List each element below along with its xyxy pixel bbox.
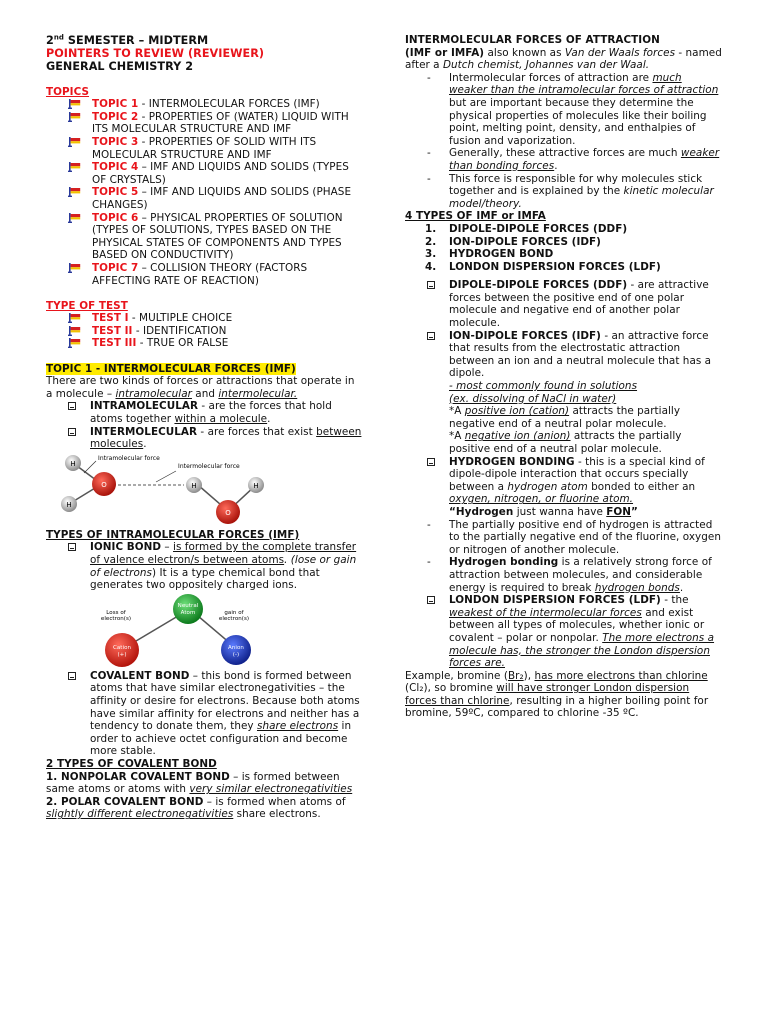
flag-bullet-icon xyxy=(68,112,81,122)
topic-text-cont: MOLECULAR STRUCTURE AND IMF xyxy=(92,148,272,161)
hydrogen-point-2: - Hydrogen bonding is a relatively strong force of attraction between molecules, and considerable energy is required to break hydrogen bonds. xyxy=(427,556,712,594)
checkbox-icon xyxy=(427,332,435,340)
imf-type-number: 1. xyxy=(425,222,437,235)
cation-sign: (+) xyxy=(117,651,127,658)
checkbox-icon xyxy=(68,428,76,436)
flag-bullet-icon xyxy=(68,338,81,348)
topic-label: TOPIC 7 xyxy=(92,261,139,274)
topic-label: TOPIC 5 xyxy=(92,186,139,199)
topic1-heading: TOPIC 1 - INTERMOLECULAR FORCES (IMF) xyxy=(46,362,296,375)
intramolecular-item: INTRAMOLECULAR - are the forces that hold atoms together within a molecule. xyxy=(46,400,364,425)
checkbox-icon xyxy=(68,672,76,680)
idf-definition: ION-DIPOLE FORCES (IDF) - an attractive force that results from the electrostatic attraction between an ion and a neutral molecule that has a dipole. xyxy=(405,330,723,380)
left-column xyxy=(46,34,364,821)
gain-label: electron(s) xyxy=(218,615,250,622)
four-types-heading: 4 TYPES OF IMF or IMFA xyxy=(405,210,546,223)
atom-label: O xyxy=(225,508,231,517)
neutral-atom-label: Neutral xyxy=(177,602,199,609)
test-heading: TYPE OF TEST xyxy=(46,299,128,312)
nonpolar-covalent-item: 1. NONPOLAR COVALENT BOND – is formed between same atoms or atoms with very similar electronegativities xyxy=(46,770,353,796)
topic-label: TOPIC 2 xyxy=(92,110,139,123)
topics-list xyxy=(46,98,364,287)
imf-type-number: 3. xyxy=(425,248,437,261)
topic-text: - INTERMOLECULAR FORCES (IMF) xyxy=(138,98,320,111)
topic-item xyxy=(46,98,364,111)
topic-item xyxy=(46,212,364,262)
gain-label: gain of xyxy=(224,609,244,616)
water-molecules-diagram xyxy=(46,451,276,527)
neutral-atom-label: Atom xyxy=(180,609,196,616)
topic-text: – IMF AND LIQUIDS AND SOLIDS xyxy=(138,161,309,174)
atom-label: H xyxy=(70,459,76,468)
topic-item xyxy=(46,186,364,211)
anion-sign: (-) xyxy=(232,651,240,658)
idf-common: - most commonly found in solutions xyxy=(449,380,638,393)
pointers-title: POINTERS TO REVIEW (REVIEWER) xyxy=(46,47,265,60)
imf-type-item xyxy=(405,236,723,249)
flag-bullet-icon xyxy=(68,187,81,197)
atom-label: H xyxy=(191,481,197,490)
topic-label: TOPIC 3 xyxy=(92,135,139,148)
covalent-bond-item: COVALENT BOND – this bond is formed between atoms that have similar electronegativities – the affinity or desire for electrons. Because both atoms have similar affinity for electrons and neither has a tendency to donate them, they share electrons in order to achieve octet configuration and become more stable. xyxy=(46,670,364,758)
covalent-types-heading: 2 TYPES OF COVALENT BOND xyxy=(46,757,217,770)
imf-type-label: DIPOLE-DIPOLE FORCES (DDF) xyxy=(449,222,628,235)
checkbox-icon xyxy=(427,458,435,466)
topic-item xyxy=(46,262,364,287)
flag-bullet-icon xyxy=(68,313,81,323)
idf-negative-ion: *A negative ion (anion) attracts the partially positive end of a neutral polar molecule. xyxy=(449,430,682,455)
topic-text: – COLLISION THEORY (FACTORS xyxy=(138,261,308,274)
imf-point-3: - This force is responsible for why molecules stick together and is explained by the kinetic molecular model/theory. xyxy=(427,172,714,210)
test-label: TEST I xyxy=(92,312,129,325)
polar-covalent-item: 2. POLAR COVALENT BOND – is formed when atoms of slightly different electronegativities share electrons. xyxy=(46,795,346,821)
topic-text: - PROPERTIES OF (WATER) LIQUID xyxy=(138,110,318,123)
imf-type-item xyxy=(405,223,723,236)
topic1-intro: There are two kinds of forces or attractions that operate in a molecule – intramolecular and intermolecular. xyxy=(46,375,355,400)
ion-formation-figure xyxy=(46,592,364,670)
test-item xyxy=(46,325,364,338)
flag-bullet-icon xyxy=(68,213,81,223)
semester-title: 2nd SEMESTER – MIDTERM xyxy=(46,33,209,47)
topic-label: TOPIC 4 xyxy=(92,161,139,174)
imf-type-number: 2. xyxy=(425,235,437,248)
imf-type-item xyxy=(405,261,723,274)
topic-text-cont: (PHASE CHANGES) xyxy=(92,186,352,211)
imf-type-number: 4. xyxy=(425,260,437,273)
loss-label: Loss of xyxy=(106,609,126,616)
test-text: - MULTIPLE CHOICE xyxy=(128,312,233,325)
flag-bullet-icon xyxy=(68,326,81,336)
hydrogen-fon-quote: “Hydrogen just wanna have FON” xyxy=(449,505,638,518)
test-item xyxy=(46,337,364,350)
topic-label: TOPIC 6 xyxy=(92,211,139,224)
right-column xyxy=(405,34,723,720)
hydrogen-bonding-definition: HYDROGEN BONDING - this is a special kind of dipole-dipole interaction that occurs specially between a hydrogen atom bonded to either an oxygen, nitrogen, or fluorine atom. xyxy=(405,456,723,506)
flag-bullet-icon xyxy=(68,162,81,172)
test-text: - TRUE OR FALSE xyxy=(136,337,229,350)
topic-item xyxy=(46,111,364,136)
anion-label: Anion xyxy=(228,644,244,651)
imf-point-1: - Intermolecular forces of attraction are much weaker than the intramolecular forces of attraction but are important because they determine the physical properties of molecules like their boiling point, melting point, density, and enthalpies of fusion and vaporization. xyxy=(427,71,719,147)
flag-bullet-icon xyxy=(68,263,81,273)
ionic-bond-item: IONIC BOND – is formed by the complete transfer of valence electron/s between atoms. (lose or gain of electrons) It is a type chemical bond that generates two oppositely charged ions. xyxy=(46,541,364,591)
intra-types-heading: TYPES OF INTRAMOLECULAR FORCES (IMF) xyxy=(46,528,300,541)
topic-text-cont: (TYPES OF CRYSTALS) xyxy=(92,161,349,186)
subject-title: GENERAL CHEMISTRY 2 xyxy=(46,60,194,73)
flag-bullet-icon xyxy=(68,137,81,147)
topic-item xyxy=(46,136,364,161)
loss-label: electron(s) xyxy=(100,615,132,622)
flag-bullet-icon xyxy=(68,99,81,109)
ion-formation-diagram xyxy=(46,592,306,670)
test-label: TEST II xyxy=(92,324,133,337)
test-text: - IDENTIFICATION xyxy=(132,324,227,337)
test-label: TEST III xyxy=(92,337,137,350)
imf-aka: (IMF or IMFA) also known as Van der Waals forces - named after a Dutch chemist, Johannes van der Waal. xyxy=(405,46,722,72)
checkbox-icon xyxy=(68,543,76,551)
imf-type-label: LONDON DISPERSION FORCES (LDF) xyxy=(449,260,661,273)
imf-type-label: ION-DIPOLE FORCES (IDF) xyxy=(449,235,601,248)
ldf-example: Example, bromine (Br₂), has more electrons than chlorine (Cl₂), so bromine will have stronger London dispersion forces than chlorine, resulting in a higher boiling point for bromine, 59ºC, compared to chlorine -35 ºC. xyxy=(405,669,709,720)
test-item xyxy=(46,312,364,325)
topic-item xyxy=(46,161,364,186)
checkbox-icon xyxy=(427,281,435,289)
imf-point-2: - Generally, these attractive forces are much weaker than bonding forces. xyxy=(427,147,720,172)
four-types-list xyxy=(405,223,723,273)
idf-positive-ion: *A positive ion (cation) attracts the partially negative end of a neutral polar molecule. xyxy=(449,405,681,430)
hydrogen-point-1: - The partially positive end of hydrogen is attracted to the partially negative end of the fluorine, oxygen or nitrogen of another molecule. xyxy=(427,518,721,556)
topic-text: – IMF AND LIQUIDS AND SOLIDS xyxy=(138,186,309,199)
imf-type-item xyxy=(405,248,723,261)
intermolecular-force-label: Intermolecular force xyxy=(178,462,240,470)
topic-text: – PHYSICAL PROPERTIES OF xyxy=(138,211,286,224)
topic-text-cont: SOLUTION (TYPES OF SOLUTIONS, TYPES BASED ON THE PHYSICAL STATES OF COMPONENTS AND TYPES BASED ON CONDUCTIVITY) xyxy=(92,211,343,262)
ddf-definition: DIPOLE-DIPOLE FORCES (DDF) - are attractive forces between the positive end of one polar molecule and negative end of another polar molecule. xyxy=(405,279,723,329)
idf-example: (ex. dissolving of NaCl in water) xyxy=(449,392,617,405)
topic-text: - PROPERTIES OF SOLID WITH ITS xyxy=(138,135,317,148)
intramolecular-force-label: Intramolecular force xyxy=(98,454,160,462)
atom-label: H xyxy=(253,481,259,490)
atom-label: O xyxy=(101,480,107,489)
imf-type-label: HYDROGEN BOND xyxy=(449,248,554,261)
water-molecules-figure xyxy=(46,451,364,527)
checkbox-icon xyxy=(427,596,435,604)
topics-heading: TOPICS xyxy=(46,85,90,98)
neutral-atom xyxy=(173,594,203,624)
topic-text-cont: AFFECTING RATE OF REACTION) xyxy=(92,274,259,287)
topic-label: TOPIC 1 xyxy=(92,98,139,111)
ldf-definition: LONDON DISPERSION FORCES (LDF) - the weakest of the intermolecular forces and exist between all types of molecules, whether ionic or covalent – polar or nonpolar. The more electrons a molecule has, the stronger the London dispersion forces are. xyxy=(405,594,723,670)
checkbox-icon xyxy=(68,402,76,410)
tests-list xyxy=(46,312,364,350)
cation-label: Cation xyxy=(112,644,132,651)
intermolecular-item: INTERMOLECULAR - are forces that exist between molecules. xyxy=(46,426,364,451)
imf-heading: INTERMOLECULAR FORCES OF ATTRACTION xyxy=(405,34,660,46)
topic-text-cont: WITH ITS MOLECULAR STRUCTURE AND IMF xyxy=(92,110,349,136)
atom-label: H xyxy=(66,500,72,509)
